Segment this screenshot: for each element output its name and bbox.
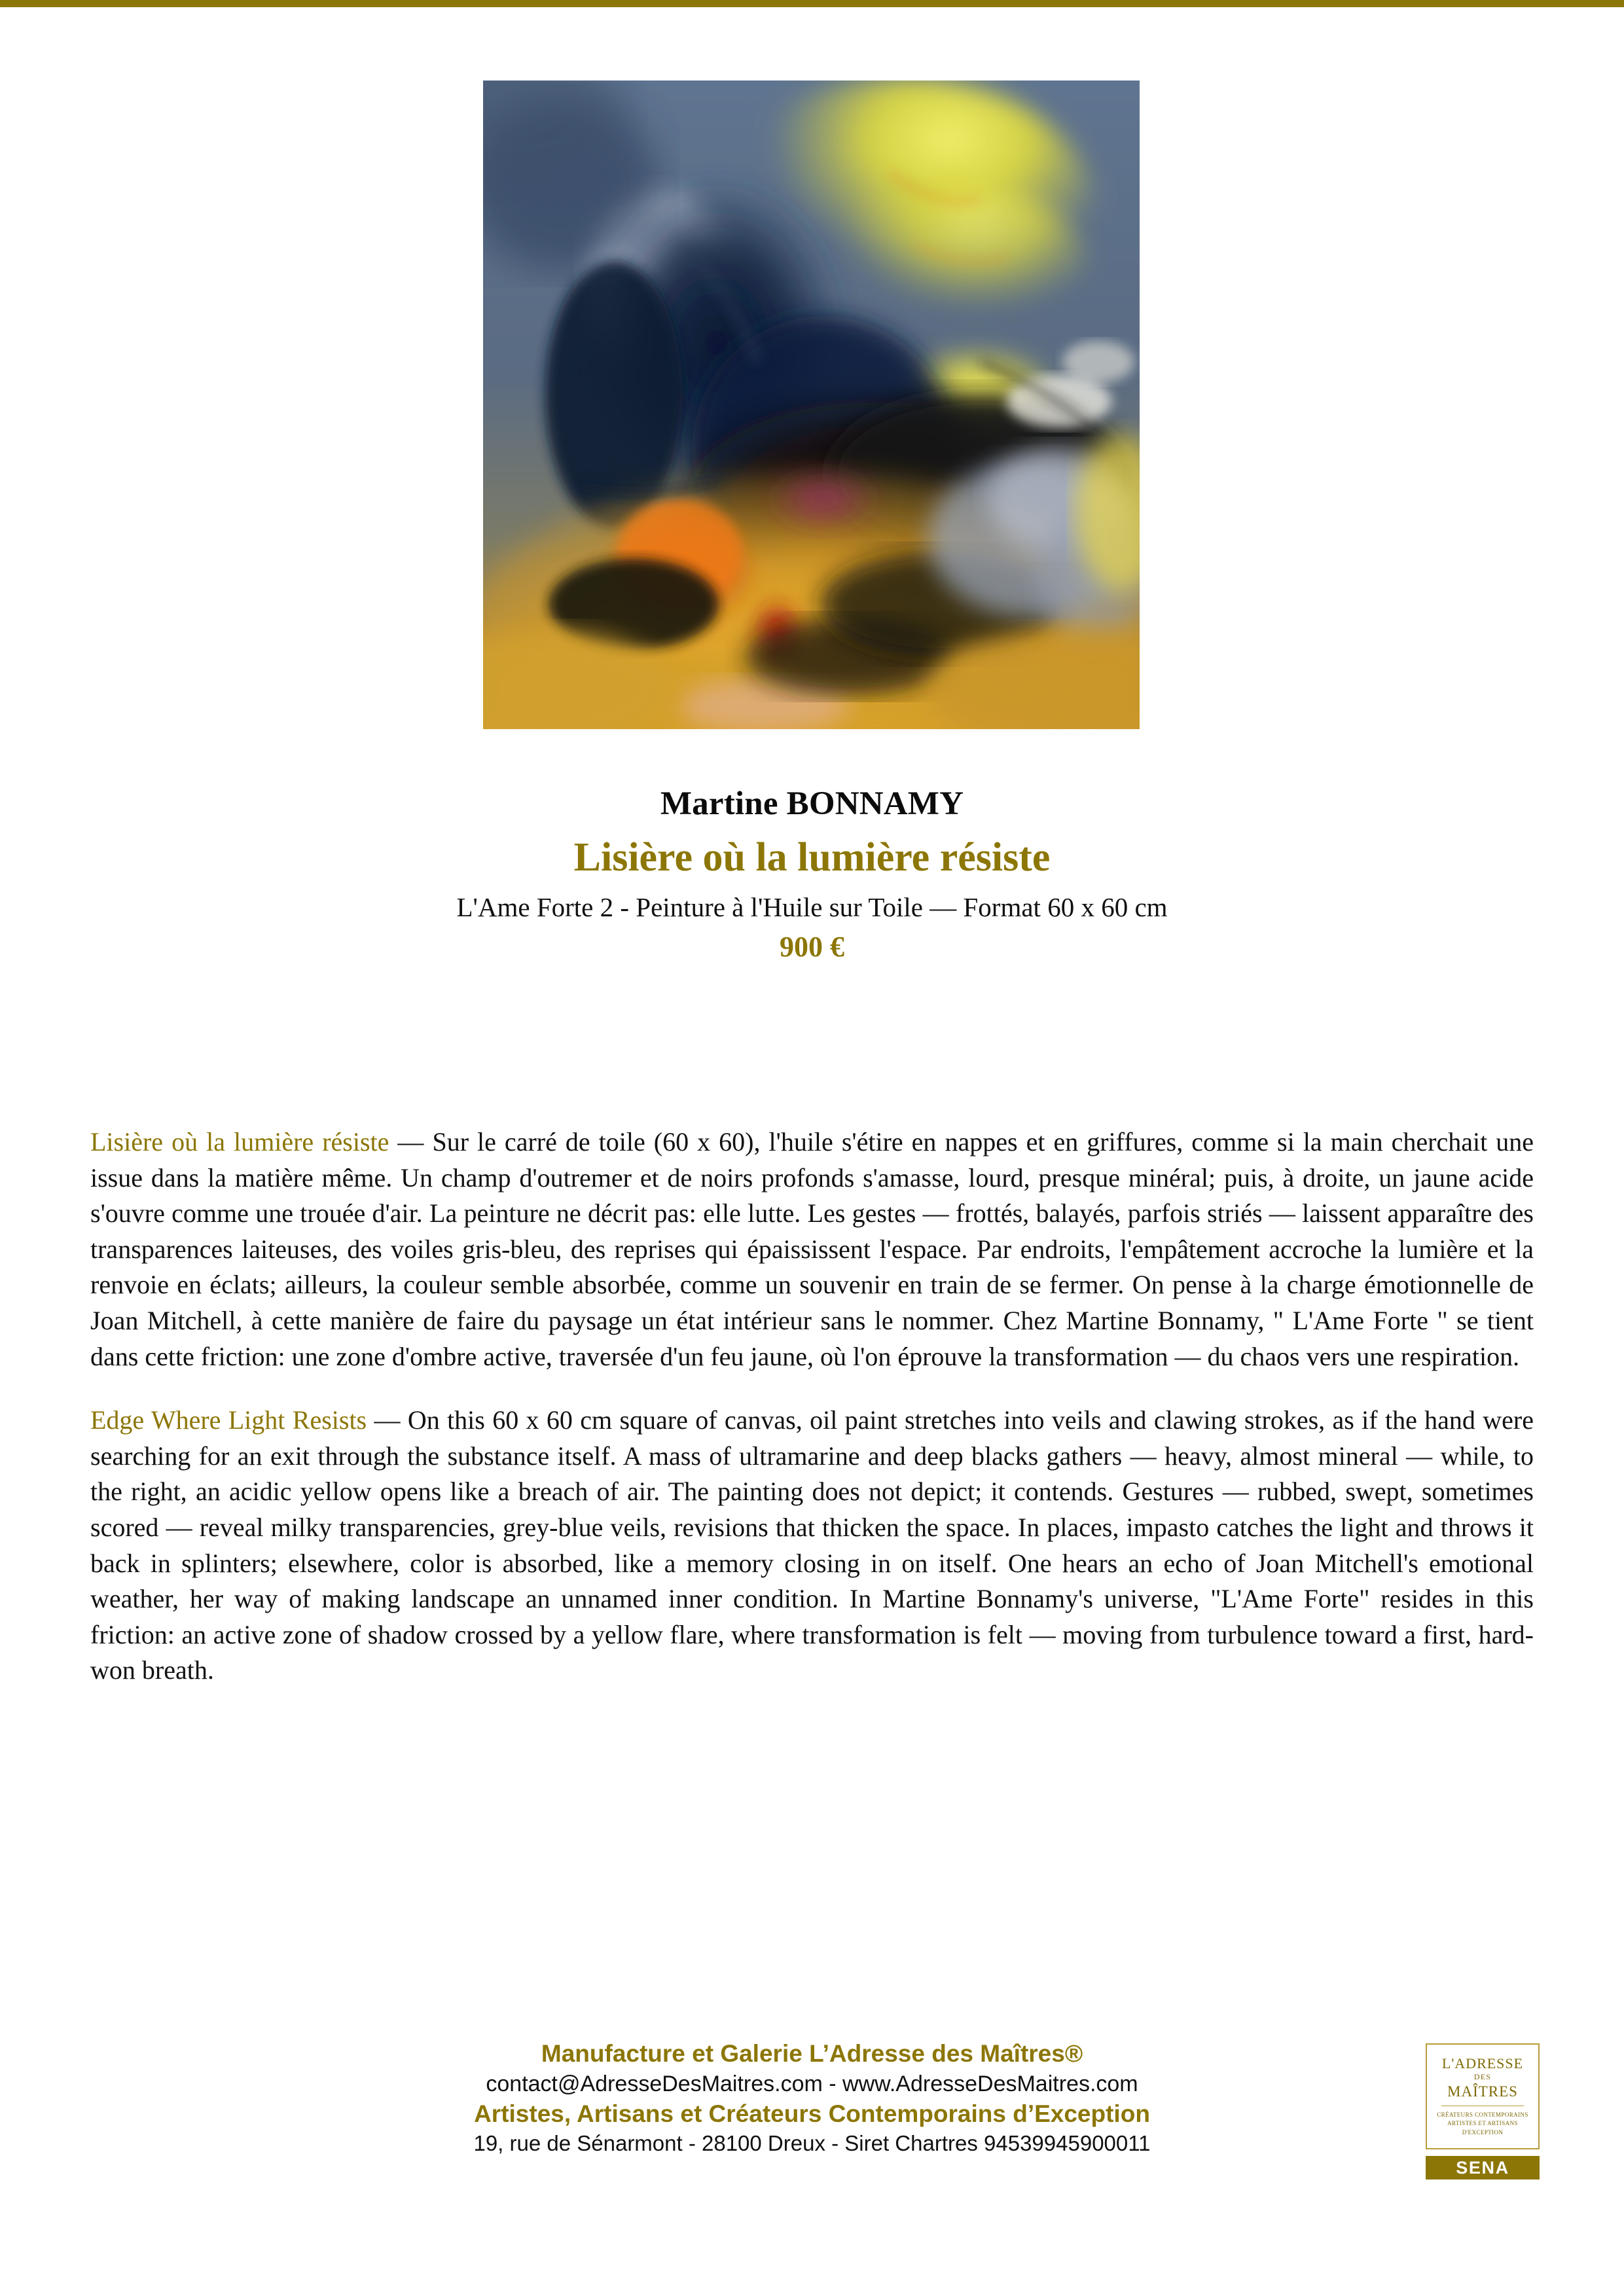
artwork-figure: [483, 81, 1140, 729]
artwork-canvas: [483, 81, 1140, 729]
top-accent-bar: [0, 0, 1624, 7]
logo-subtitle-2: ARTISTES ET ARTISANS: [1447, 2120, 1518, 2127]
logo-line-maitres: MAÎTRES: [1447, 2083, 1518, 2100]
footer-company-name: Manufacture et Galerie L’Adresse des Maîtres®: [541, 2040, 1083, 2067]
sena-badge: [1426, 2156, 1540, 2179]
sena-badge-label: SENA: [1456, 2157, 1509, 2178]
footer-contact-line[interactable]: contact@AdresseDesMaitres.com - www.AdresseDesMaitres.com: [486, 2072, 1138, 2097]
description-paragraph-fr: [90, 1124, 1534, 1374]
description-lead-fr: Lisière où la lumière résiste: [90, 1127, 389, 1157]
footer-contact-block: [0, 2038, 1624, 2158]
artist-name: Martine BONNAMY: [660, 785, 964, 822]
artwork-image: [483, 81, 1140, 729]
footer-address-line: 19, rue de Sénarmont - 28100 Dreux - Siret Chartres 94539945900011: [473, 2131, 1151, 2156]
work-medium: L'Ame Forte 2 - Peinture à l'Huile sur Toile — Format 60 x 60 cm: [456, 891, 1168, 922]
brand-logo: [1426, 2043, 1541, 2179]
footer-tagline: Artistes, Artisans et Créateurs Contemporains d’Exception: [474, 2100, 1150, 2128]
logo-subtitle-1: CRÉATEURS CONTEMPORAINS: [1437, 2111, 1528, 2118]
logo-line-des: DES: [1473, 2072, 1492, 2082]
logo-card: [1426, 2043, 1540, 2149]
title-block: [0, 785, 1624, 964]
description-section: [90, 1124, 1534, 1689]
work-price: 900 €: [780, 930, 844, 963]
logo-subtitle-3: D'EXCEPTION: [1462, 2128, 1504, 2136]
work-title: Lisière où la lumière résiste: [573, 835, 1051, 880]
logo-line-adresse: L'ADRESSE: [1441, 2054, 1524, 2072]
description-lead-en: Edge Where Light Resists: [90, 1405, 367, 1435]
description-body-en: — On this 60 x 60 cm square of canvas, oil paint stretches into veils and clawing strokes, as if the hand were searching for an exit through the substance itself. A mass of ultramarine and deep blacks gathers — heavy, almost mineral — while, to the right, an acidic yellow opens like a breach of air. The painting does not depict; it contends. Gestures — rubbed, swept, sometimes scored — reveal milky transparencies, grey-blue veils, revisions that thicken the space. In places, impasto catches the light and throws it back in splinters; elsewhere, color is absorbed, like a memory closing in on itself. One hears an echo of Joan Mitchell's emotional weather, her way of making landscape an unnamed inner condition. In Martine Bonnamy's universe, "L'Ame Forte" resides in this friction: an active zone of shadow crossed by a yellow flare, where transformation is felt — moving from turbulence toward a first, hard-won breath.: [90, 1405, 1534, 1685]
description-paragraph-en: [90, 1403, 1534, 1689]
description-body-fr: — Sur le carré de toile (60 x 60), l'huile s'étire en nappes et en griffures, comme si la main cherchait une issue dans la matière même. Un champ d'outremer et de noirs profonds s'amasse, lourd, presque minéral; puis, à droite, un jaune acide s'ouvre comme une trouée d'air. La peinture ne décrit pas: elle lutte. Les gestes — frottés, balayés, parfois striés — laissent apparaître des transparences laiteuses, des voiles gris-bleu, des reprises qui épaississent l'espace. Par endroits, l'empâtement accroche la lumière et la renvoie en éclats; ailleurs, la couleur semble absorbée, comme un souvenir en train de se fermer. On pense à la charge émotionnelle de Joan Mitchell, à cette manière de faire du paysage un état intérieur sans le nommer. Chez Martine Bonnamy, " L'Ame Forte " se tient dans cette friction: une zone d'ombre active, traversée d'un feu jaune, où l'on éprouve la transformation — du chaos vers une respiration.: [90, 1127, 1534, 1371]
